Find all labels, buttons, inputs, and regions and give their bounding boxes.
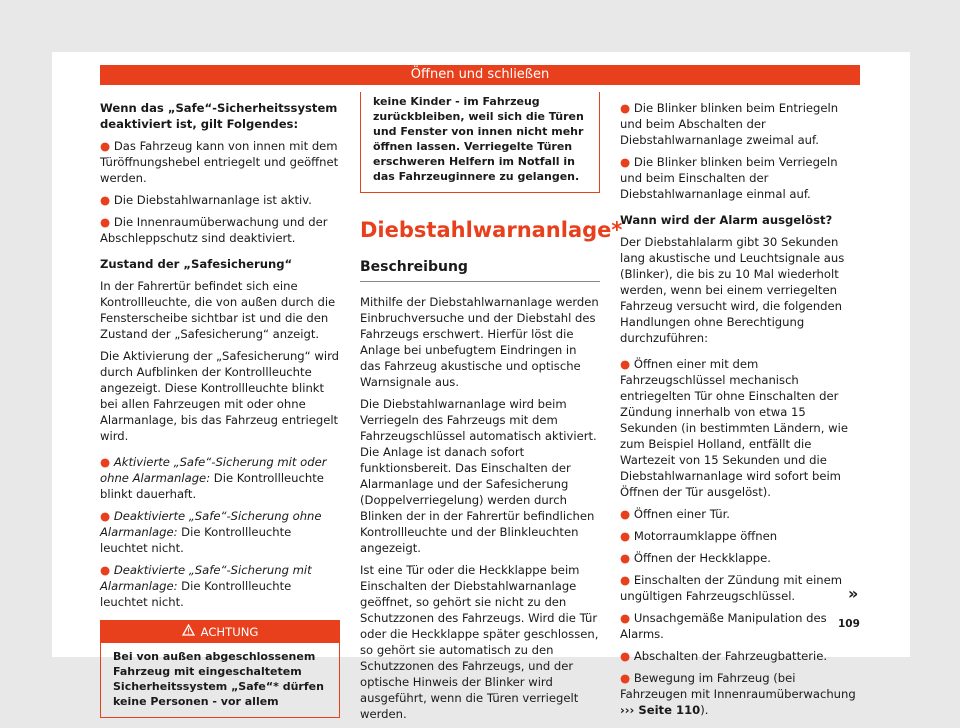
list-item: ● Die Blinker blinken beim Verriegeln und beim Einschalten der Diebstahlwarnanlage einmal auf. — [620, 155, 838, 201]
state-heading: Zustand der „Safesicherung“ — [100, 257, 293, 271]
list-item: ● Deaktivierte „Safe“-Sicherung ohne Alarmanlage: Die Kontrollleuchte leuchtet nicht. — [100, 509, 322, 555]
warning-box-continued: keine Kinder - im Fahrzeug zurückbleiben, weil sich die Türen und Fenster von innen nicht mehr öffnen lassen. Verriegelte Türen erschweren Helfern im Notfall in das Fahrzeuginnere zu gelangen. — [360, 92, 600, 193]
list-item: ● Die Blinker blinken beim Entriegeln und beim Abschalten der Diebstahlwarnanlage zweimal auf. — [620, 101, 839, 147]
bullet-icon: ● — [620, 551, 631, 565]
bullet-icon: ● — [100, 193, 111, 207]
list-item: ● Die Diebstahlwarnanlage ist aktiv. — [100, 193, 312, 207]
column-left — [100, 100, 340, 718]
intro-heading: Wenn das „Safe“-Sicherheitssystem deaktiviert ist, gilt Folgendes: — [100, 101, 338, 131]
list-item: ● Öffnen einer mit dem Fahrzeugschlüssel mechanisch entriegelten Tür ohne Einschalten der Zündung innerhalb von etwa 15 Sekunden (in bestimmten Ländern, wie zum Beispiel Holland, entfällt die Wartezeit von 15 Sekunden und die Diebstahlwarnanlage wird sofort beim Öffnen der Tür ausgelöst). — [620, 357, 848, 499]
list-item: ● Aktivierte „Safe“-Sicherung mit oder ohne Alarmanlage: Die Kontrollleuchte blinkt dauerhaft. — [100, 455, 327, 501]
bullet-icon: ● — [620, 529, 631, 543]
page-reference-link[interactable]: ››› Seite 110 — [620, 703, 701, 717]
bullet-icon: ● — [620, 357, 631, 371]
state-paragraph-1: In der Fahrertür befindet sich eine Kontrollleuchte, die von außen durch die Fensterscheibe sichtbar ist und die den Zustand der „Safesicherung“ anzeigt. — [100, 279, 336, 341]
list-item: ● Motorraumklappe öffnen — [620, 529, 778, 543]
continue-marker: » — [848, 584, 859, 603]
bullet-icon: ● — [620, 611, 631, 625]
list-item: ● Abschalten der Fahrzeugbatterie. — [620, 649, 828, 663]
column-middle — [360, 92, 623, 728]
bullet-icon: ● — [100, 563, 111, 577]
bullet-icon: ● — [620, 573, 631, 587]
bullet-icon: ● — [100, 509, 111, 523]
bullet-icon: ● — [620, 649, 631, 663]
list-item: ● Öffnen einer Tür. — [620, 507, 730, 521]
bullet-icon: ● — [100, 455, 111, 469]
page-number: 109 — [838, 618, 860, 630]
list-item: ● Einschalten der Zündung mit einem ungültigen Fahrzeugschlüssel. — [620, 573, 843, 603]
section-subtitle: Beschreibung — [360, 257, 600, 282]
bullet-icon: ● — [620, 155, 631, 169]
list-item: ● Unsachgemäße Manipulation des Alarms. — [620, 611, 827, 641]
description-paragraph-1: Mithilfe der Diebstahlwarnanlage werden Einbruchversuche und der Diebstahl des Fahrzeugs erschwert. Hierfür löst die Anlage bei unbefugtem Eindringen in das Fahrzeug akustische und optische Warnsignale aus. — [360, 295, 599, 389]
column-right — [620, 100, 860, 724]
warning-box — [100, 620, 340, 718]
bullet-icon: ● — [620, 671, 631, 685]
bullet-icon: ● — [100, 139, 111, 153]
list-item: ● Bewegung im Fahrzeug (bei Fahrzeugen mit Innenraumüberwachung ››› Seite 110). — [620, 671, 856, 717]
list-item: ● Die Innenraumüberwachung und der Abschleppschutz sind deaktiviert. — [100, 215, 328, 245]
list-item: ● Das Fahrzeug kann von innen mit dem Türöffnungshebel entriegelt und geöffnet werden. — [100, 139, 339, 185]
bullet-icon: ● — [620, 507, 631, 521]
warning-header — [101, 621, 339, 643]
warning-triangle-icon — [182, 621, 195, 643]
warning-text: Bei von außen abgeschlossenem Fahrzeug mit eingeschaltetem Sicherheitssystem „Safe“* dürfen keine Personen - vor allem — [113, 650, 324, 708]
description-paragraph-2: Die Diebstahlwarnanlage wird beim Verriegeln des Fahrzeugs mit dem Fahrzeugschlüssel automatisch aktiviert. Die Anlage ist danach sofort funktionsbereit. Das Einschalten der Alarmanlage und der Safesicherung (Doppelverriegelung) werden durch Blinken der in der Fahrertür befindlichen Kontrollleuchte und der Blinkleuchten angezeigt. — [360, 397, 597, 555]
bullet-icon: ● — [620, 101, 631, 115]
list-item: ● Öffnen der Heckklappe. — [620, 551, 771, 565]
alarm-heading: Wann wird der Alarm ausgelöst? — [620, 213, 833, 227]
alarm-paragraph: Der Diebstahlalarm gibt 30 Sekunden lang akustische und Leuchtsignale aus (Blinker), die bis zu 10 Mal wiederholt werden, wenn bei einem verriegelten Fahrzeug versucht wird, die folgenden Handlungen ohne Berechtigung durchzuführen: — [620, 235, 845, 345]
bullet-icon: ● — [100, 215, 111, 229]
description-paragraph-3: Ist eine Tür oder die Heckklappe beim Einschalten der Diebstahlwarnanlage geöffnet, so gehört sie nicht zu den Schutzzonen des Fahrzeugs. Wird die Tür oder die Heckklappe später geschlossen, so gehört sie automatisch zu den Schutzzonen des Fahrzeugs, und der optische Hinweis der Blinker wird ausgeführt, wenn die Türen verriegelt werden. — [360, 563, 599, 721]
section-title: Diebstahlwarnanlage* — [360, 218, 623, 242]
section-header: Öffnen und schließen — [100, 65, 860, 85]
state-paragraph-2: Die Aktivierung der „Safesicherung“ wird durch Aufblinken der Kontrollleuchte angezeigt. Diese Kontrollleuchte blinkt bei allen Fahrzeugen mit oder ohne Alarmanlage, bis das Fahrzeug entriegelt wird. — [100, 349, 339, 443]
list-item: ● Deaktivierte „Safe“-Sicherung mit Alarmanlage: Die Kontrollleuchte leuchtet nicht. — [100, 563, 312, 609]
warning-title: ACHTUNG — [200, 625, 259, 639]
